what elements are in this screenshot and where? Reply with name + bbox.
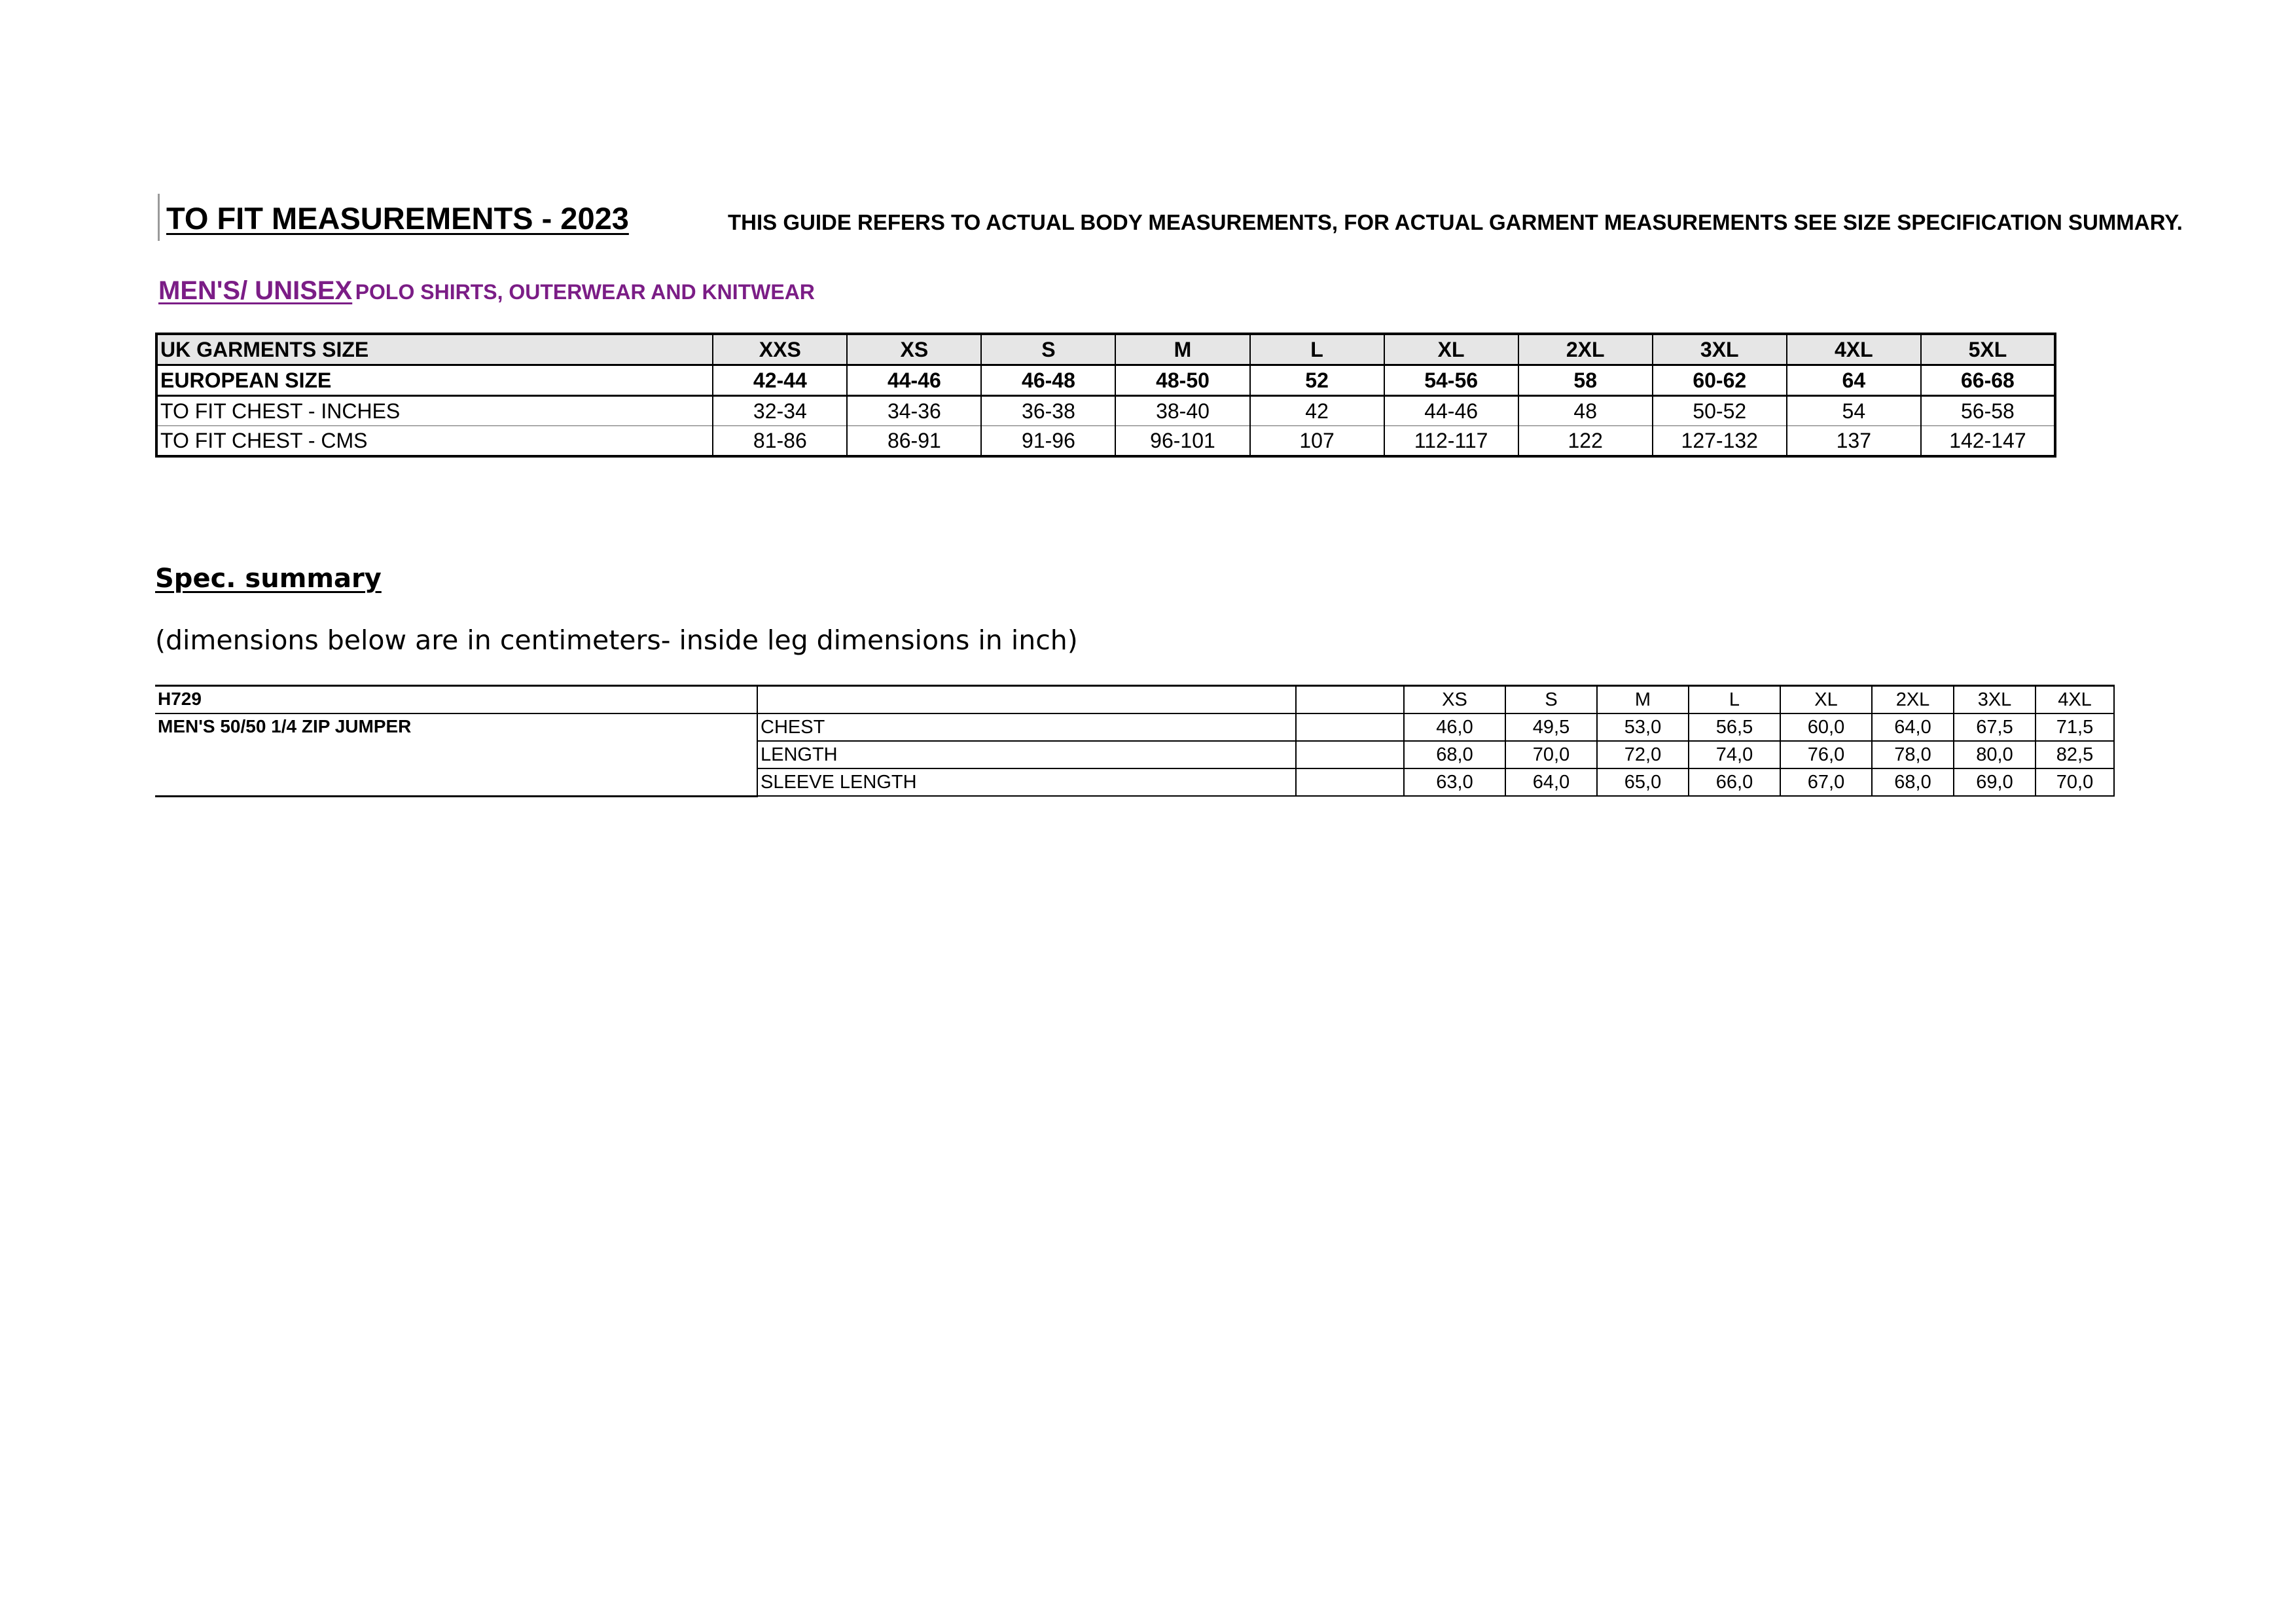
spec-table <box>155 685 2115 797</box>
style-name: MEN'S 50/50 1/4 ZIP JUMPER <box>158 716 412 736</box>
size-cell: 96-101 <box>1115 426 1249 457</box>
size-cell: 42 <box>1250 396 1384 426</box>
spec-value-cell: 74,0 <box>1689 741 1780 768</box>
spec-value-cell: 80,0 <box>1954 741 2036 768</box>
spec-value-cell: 67,0 <box>1780 768 1872 796</box>
spec-value-cell: 56,5 <box>1689 713 1780 741</box>
spec-size-header: XS <box>1404 686 1505 714</box>
size-cell: 46-48 <box>981 365 1115 396</box>
spec-summary-title: Spec. summary <box>155 564 382 594</box>
style-cell-empty <box>155 741 757 768</box>
measurement-label: SLEEVE LENGTH <box>757 768 1296 796</box>
spec-size-header: 3XL <box>1954 686 2036 714</box>
size-cell: XS <box>847 334 981 365</box>
spec-summary-note: (dimensions below are in centimeters- inside leg dimensions in inch) <box>155 624 1078 656</box>
size-cell: 91-96 <box>981 426 1115 457</box>
spec-value-cell: 46,0 <box>1404 713 1505 741</box>
size-cell: 107 <box>1250 426 1384 457</box>
blank-cell <box>1296 741 1404 768</box>
size-cell: 142-147 <box>1921 426 2055 457</box>
spec-size-header: XL <box>1780 686 1872 714</box>
blank-header-cell <box>1296 686 1404 714</box>
spec-value-cell: 78,0 <box>1872 741 1954 768</box>
spec-value-cell: 71,5 <box>2036 713 2114 741</box>
size-cell: 137 <box>1787 426 1921 457</box>
size-cell: 44-46 <box>847 365 981 396</box>
spec-value-cell: 67,5 <box>1954 713 2036 741</box>
spec-row <box>155 741 2114 768</box>
size-cell: 50-52 <box>1653 396 1787 426</box>
chest-cms-row <box>156 426 2055 457</box>
row-label: UK GARMENTS SIZE <box>156 334 713 365</box>
size-cell: 5XL <box>1921 334 2055 365</box>
spec-size-header: S <box>1505 686 1597 714</box>
spec-value-cell: 68,0 <box>1404 741 1505 768</box>
spec-value-cell: 68,0 <box>1872 768 1954 796</box>
spec-row <box>155 713 2114 741</box>
size-cell: 122 <box>1518 426 1653 457</box>
size-cell: XXS <box>713 334 847 365</box>
size-cell: 4XL <box>1787 334 1921 365</box>
size-cell: 52 <box>1250 365 1384 396</box>
size-cell: 2XL <box>1518 334 1653 365</box>
size-cell: 48-50 <box>1115 365 1249 396</box>
header-divider <box>158 194 160 241</box>
size-cell: 38-40 <box>1115 396 1249 426</box>
size-cell: 86-91 <box>847 426 981 457</box>
blank-cell <box>1296 768 1404 796</box>
measurement-label: CHEST <box>757 713 1296 741</box>
size-cell: 60-62 <box>1653 365 1787 396</box>
uk-size-row <box>156 334 2055 365</box>
size-cell: 36-38 <box>981 396 1115 426</box>
size-cell: 44-46 <box>1384 396 1518 426</box>
measurement-header-cell <box>757 686 1296 714</box>
size-cell: 81-86 <box>713 426 847 457</box>
style-cell-empty <box>155 768 757 796</box>
size-cell: 48 <box>1518 396 1653 426</box>
spec-value-cell: 49,5 <box>1505 713 1597 741</box>
measurement-label: LENGTH <box>757 741 1296 768</box>
section-heading-main: MEN'S/ UNISEX <box>158 276 353 305</box>
size-cell: 64 <box>1787 365 1921 396</box>
spec-size-header: L <box>1689 686 1780 714</box>
section-heading <box>158 274 815 314</box>
size-cell: S <box>981 334 1115 365</box>
spec-value-cell: 63,0 <box>1404 768 1505 796</box>
spec-size-header: 4XL <box>2036 686 2114 714</box>
section-heading-rest: POLO SHIRTS, OUTERWEAR AND KNITWEAR <box>355 280 815 304</box>
guide-note: THIS GUIDE REFERS TO ACTUAL BODY MEASUREMENTS, FOR ACTUAL GARMENT MEASUREMENTS SEE SIZE SPECIFICATION SUMMARY. <box>728 210 2183 234</box>
size-cell: 127-132 <box>1653 426 1787 457</box>
size-cell: 54 <box>1787 396 1921 426</box>
style-code: H729 <box>155 686 757 714</box>
spec-value-cell: 69,0 <box>1954 768 2036 796</box>
size-cell: 34-36 <box>847 396 981 426</box>
spec-value-cell: 70,0 <box>2036 768 2114 796</box>
size-cell: 54-56 <box>1384 365 1518 396</box>
spec-value-cell: 53,0 <box>1597 713 1689 741</box>
row-label: TO FIT CHEST - INCHES <box>156 396 713 426</box>
size-cell: 3XL <box>1653 334 1787 365</box>
spec-value-cell: 82,5 <box>2036 741 2114 768</box>
spec-value-cell: 60,0 <box>1780 713 1872 741</box>
spec-size-header: 2XL <box>1872 686 1954 714</box>
size-cell: 56-58 <box>1921 396 2055 426</box>
page-title: TO FIT MEASUREMENTS - 2023 <box>166 201 629 236</box>
size-cell: M <box>1115 334 1249 365</box>
size-table <box>155 333 2056 458</box>
spec-header-row <box>155 686 2114 714</box>
spec-value-cell: 64,0 <box>1872 713 1954 741</box>
spec-value-cell: 72,0 <box>1597 741 1689 768</box>
size-cell: 42-44 <box>713 365 847 396</box>
row-label: EUROPEAN SIZE <box>156 365 713 396</box>
chest-inches-row <box>156 396 2055 426</box>
size-cell: 112-117 <box>1384 426 1518 457</box>
spec-value-cell: 64,0 <box>1505 768 1597 796</box>
spec-value-cell: 76,0 <box>1780 741 1872 768</box>
spec-value-cell: 70,0 <box>1505 741 1597 768</box>
size-cell: 66-68 <box>1921 365 2055 396</box>
spec-row <box>155 768 2114 796</box>
spec-size-header: M <box>1597 686 1689 714</box>
european-size-row <box>156 365 2055 396</box>
size-cell: 32-34 <box>713 396 847 426</box>
row-label: TO FIT CHEST - CMS <box>156 426 713 457</box>
spec-value-cell: 65,0 <box>1597 768 1689 796</box>
spec-value-cell: 66,0 <box>1689 768 1780 796</box>
size-cell: 58 <box>1518 365 1653 396</box>
size-cell: L <box>1250 334 1384 365</box>
size-cell: XL <box>1384 334 1518 365</box>
blank-cell <box>1296 713 1404 741</box>
